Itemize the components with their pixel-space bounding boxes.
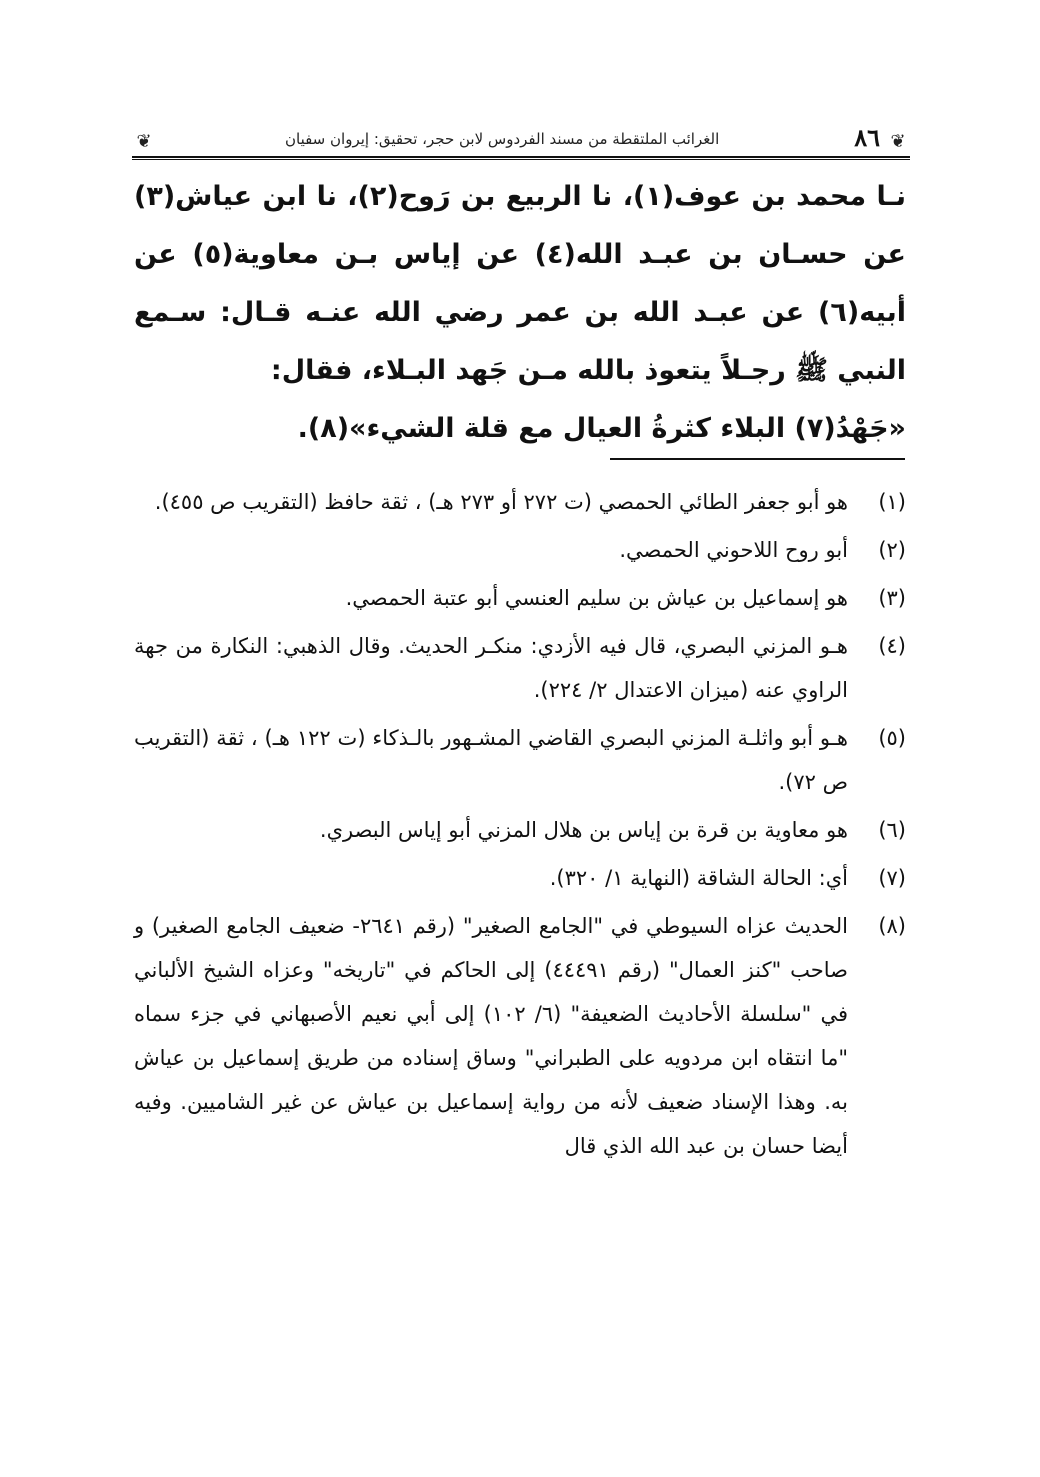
header-rule xyxy=(132,156,910,160)
footnote-number: (٣) xyxy=(878,586,906,610)
footnote-number: (١) xyxy=(878,490,906,514)
isnad-paragraph: نـا محمد بن عوف(١)، نا الربيع بن رَوح(٢)، نا ابن عياش(٣) عن حسـان بن عبـد الله(٤) عن إياس بـن معاوية(٥) عن أبيه(٦) عن عبـد الله بن عمر رضي الله عنـه قـال: سـمع النبي ﷺ رجـلاً يتعوذ بالله مـن جَهد البـلاء، فقال: xyxy=(134,181,906,386)
footnote xyxy=(134,480,906,524)
footnote xyxy=(134,808,906,852)
footnote xyxy=(134,856,906,900)
ornament-left-icon: ❦ xyxy=(136,131,152,152)
footnote-separator xyxy=(610,458,905,460)
footnote-number: (٧) xyxy=(878,866,906,890)
footnote xyxy=(134,528,906,572)
footnotes xyxy=(134,480,906,1172)
footnote-text: الحديث عزاه السيوطي في "الجامع الصغير" (رقم ٢٦٤١- ضعيف الجامع الصغير) و صاحب "كنز العمال" (رقم ٤٤٤٩١) إلى الحاكم في "تاريخه" وعزاه الشيخ الألباني في "سلسلة الأحاديث الضعيفة" (٦/ ١٠٢) إلى أبي نعيم الأصبهاني في جزء سماه "ما انتقاه ابن مردويه على الطبراني" وساق إسناده من طريق إسماعيل بن عياش به. وهذا الإسناد ضعيف لأنه من رواية إسماعيل بن عياش عن غير الشاميين. وفيه أيضا حسان بن عبد الله الذي قال xyxy=(134,914,848,1158)
footnote-text: أي: الحالة الشاقة (النهاية ١/ ٣٢٠). xyxy=(549,866,848,890)
footnote-number: (٢) xyxy=(878,538,906,562)
footnote xyxy=(134,904,906,1168)
running-header xyxy=(132,118,910,154)
footnote xyxy=(134,716,906,804)
footnote-text: هو إسماعيل بن عياش بن سليم العنسي أبو عتبة الحمصي. xyxy=(345,586,848,610)
footnote-text: هـو المزني البصري، قال فيه الأزدي: منكـر الحديث. وقال الذهبي: النكارة من جهة الراوي عنه (ميزان الاعتدال ٢/ ٢٢٤). xyxy=(134,634,848,702)
footnote-text: هو معاوية بن قرة بن إياس بن هلال المزني أبو إياس البصري. xyxy=(319,818,848,842)
running-title: الغرائب الملتقطة من مسند الفردوس لابن حجر، تحقيق: إيروان سفيان xyxy=(284,130,720,148)
hadith-text: «جَهْدُ(٧) البلاء كثرةُ العيال مع قلة الشيء»(٨). xyxy=(297,413,906,444)
footnote-number: (٥) xyxy=(878,726,906,750)
footnote-text: أبو روح اللاحوني الحمصي. xyxy=(619,538,848,562)
footnote-number: (٨) xyxy=(878,914,906,938)
page-number: ٨٦ xyxy=(854,123,880,152)
footnote-text: هو أبو جعفر الطائي الحمصي (ت ٢٧٢ أو ٢٧٣ هـ) ، ثقة حافظ (التقريب ص ٤٥٥). xyxy=(154,490,848,514)
main-text xyxy=(134,168,906,458)
footnote-text: هـو أبو واثلـة المزني البصري القاضي المشـهور بالـذكاء (ت ١٢٢ هـ) ، ثقة (التقريب ص ٧٢). xyxy=(134,726,848,794)
footnote xyxy=(134,576,906,620)
footnote-number: (٤) xyxy=(878,634,906,658)
footnote xyxy=(134,624,906,712)
footnote-number: (٦) xyxy=(878,818,906,842)
ornament-right-icon: ❦ xyxy=(890,131,906,152)
